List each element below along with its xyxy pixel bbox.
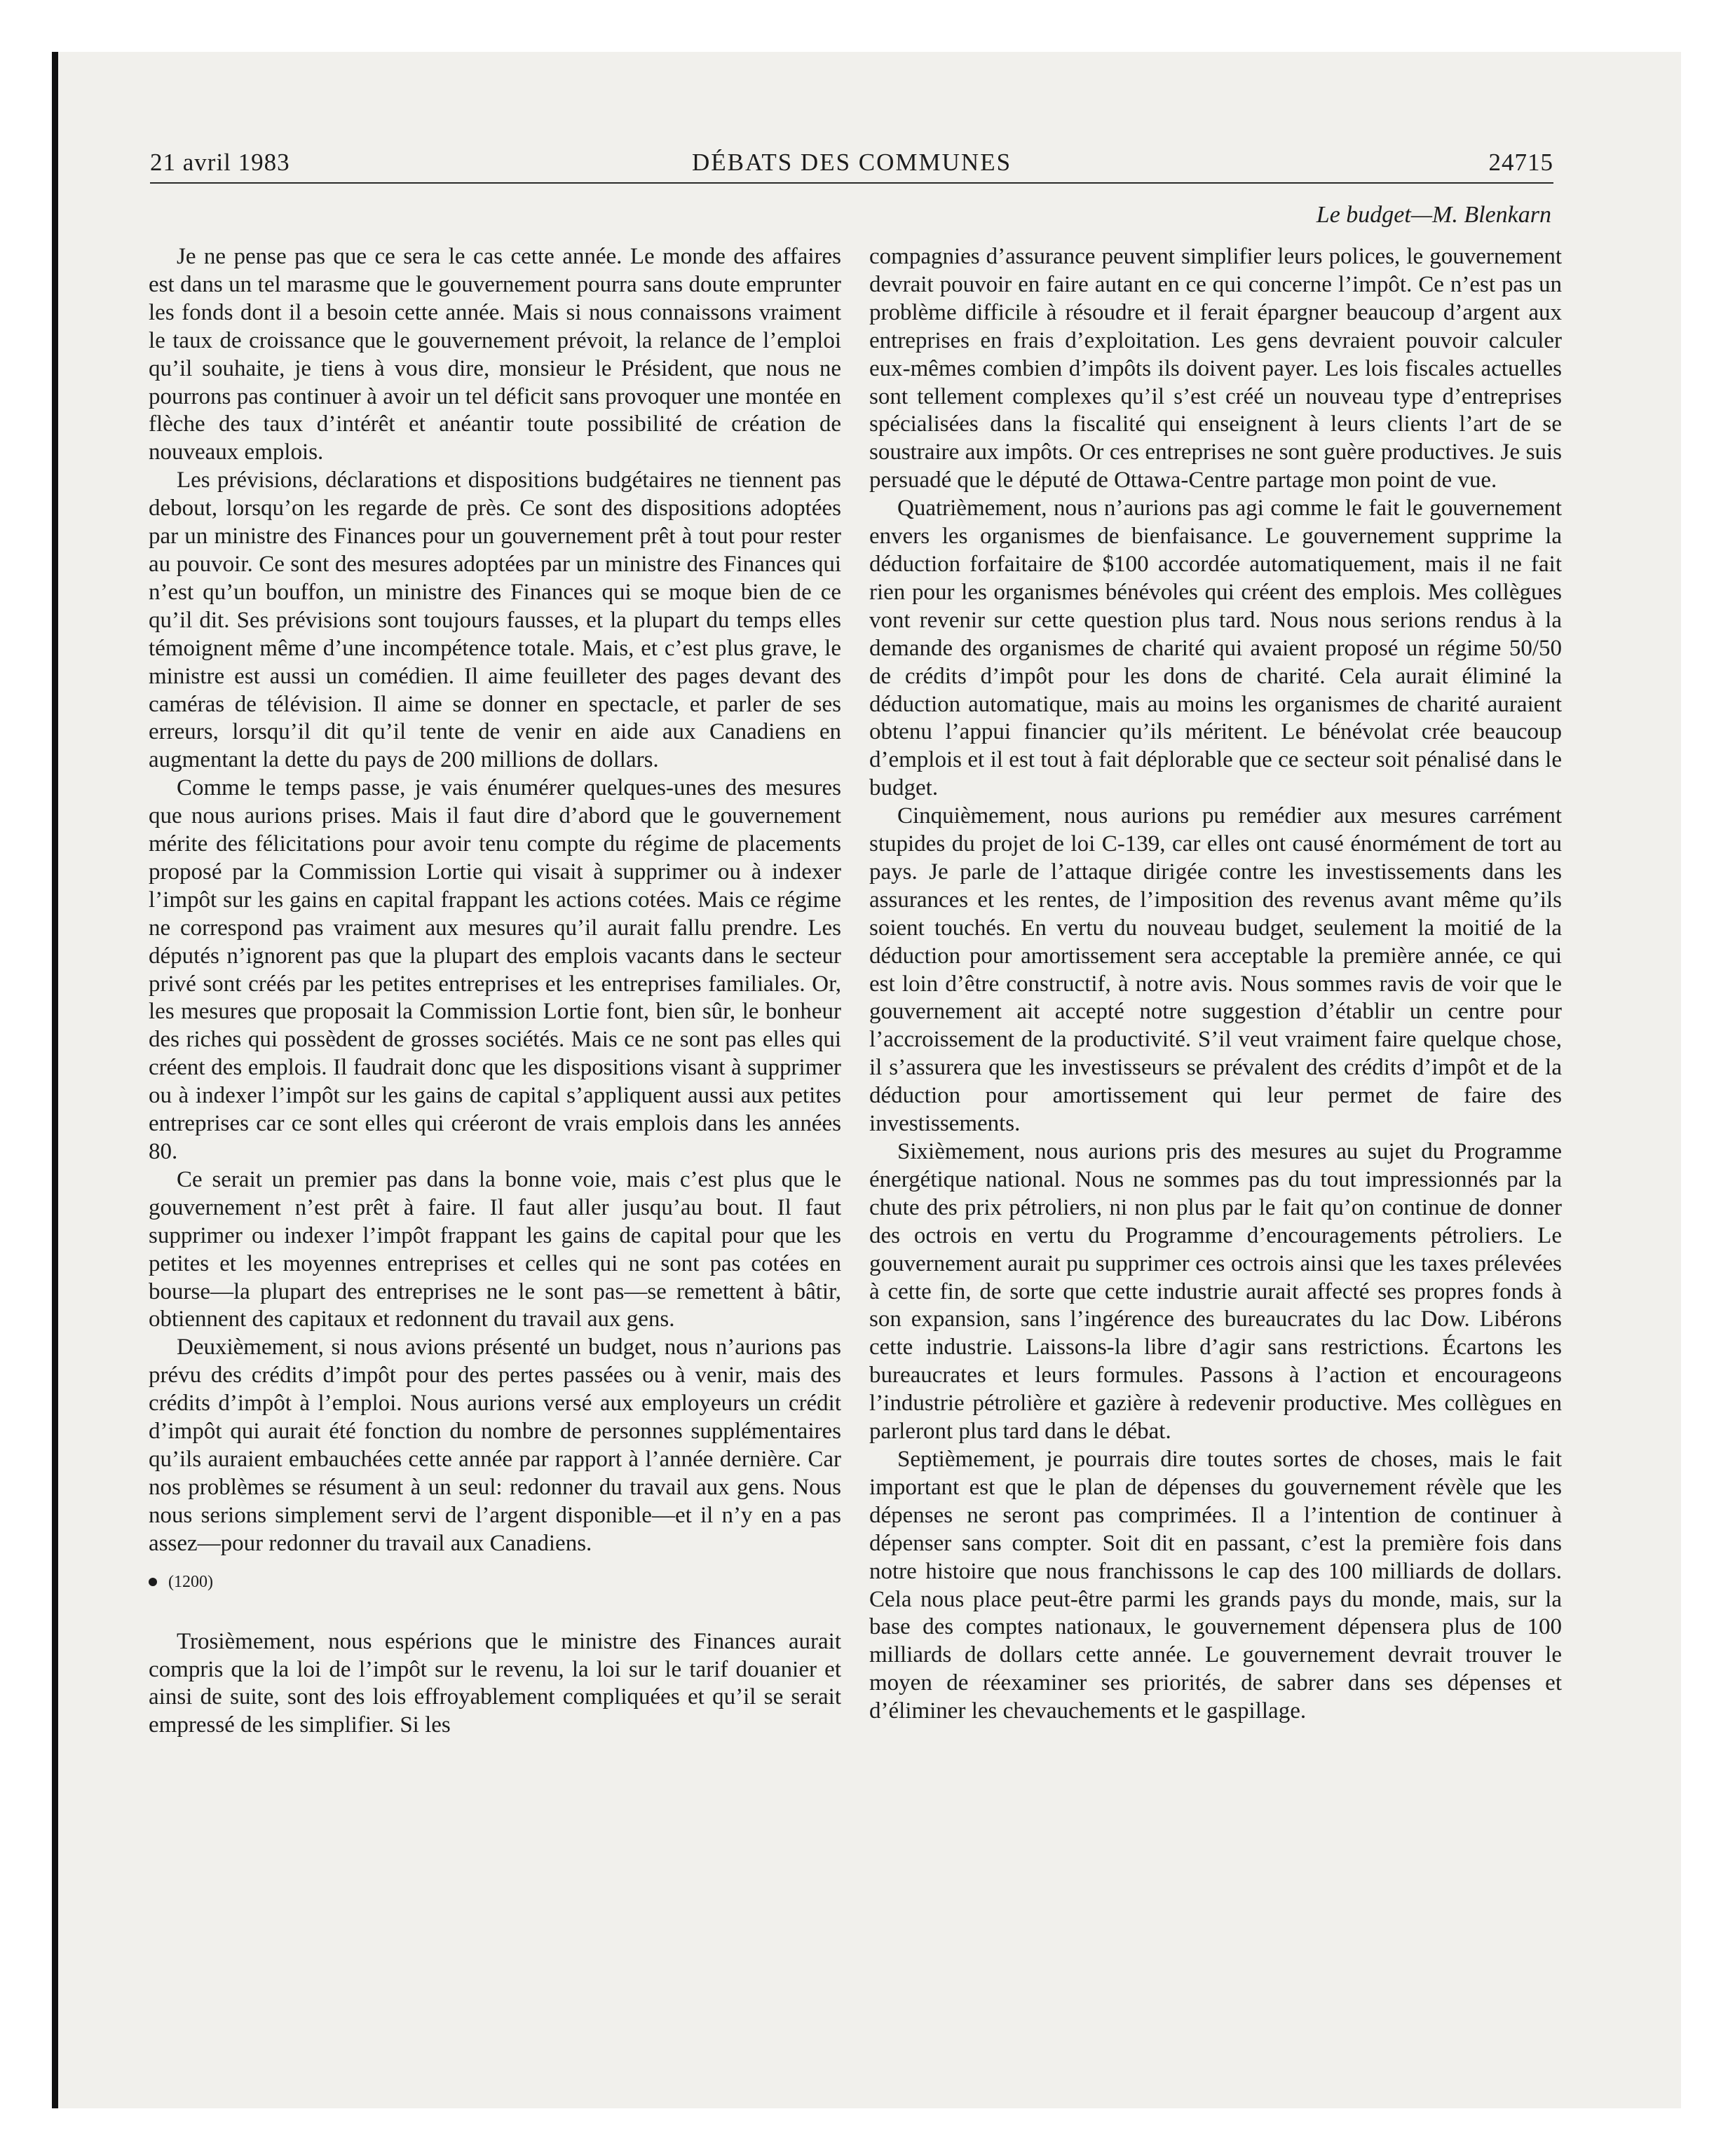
right-column bbox=[869, 243, 1562, 1726]
paragraph: Cinquièmement, nous aurions pu remédier aux mesures carrément stupides du projet de loi C-139, car elles ont causé énormément de tort au pays. Je parle de l’attaque dirigée contre les investissements dans les assurances et les rentes, de l’imposition des revenus avant même qu’ils soient touchés. En vertu du nouveau budget, seulement la moitié de la déduction pour amortissement sera acceptable la première année, ce qui est loin d’être constructif, à notre avis. Nous sommes ravis de voir que le gouvernement ait accepté notre suggestion d’établir un centre pour l’accroissement de la productivité. S’il veut vraiment faire quelque chose, il s’assurera que les investisseurs se prévalent des crédits d’impôt et de la déduction pour amortissement qui leur permet de faire des investissements. bbox=[869, 803, 1562, 1137]
paragraph: Quatrièmement, nous n’aurions pas agi comme le fait le gouvernement envers les organismes de bienfaisance. Le gouvernement supprime la déduction forfaitaire de $100 accordée automatiquement, mais il ne fait rien pour les organismes bénévoles qui créent des emplois. Mes collègues vont revenir sur cette question plus tard. Nous nous serions rendus à la demande des organismes de charité qui avaient proposé un régime 50/50 de crédits d’impôt pour les dons de charité. Cela aurait éliminé la déduction automatique, mais au moins les organismes de charité auraient obtenu l’appui financier qu’ils méritent. Le bénévolat crée beaucoup d’emplois et il est tout à fait déplorable que ce secteur soit pénalisé dans le budget. bbox=[869, 496, 1562, 801]
timestamp-label: (1200) bbox=[168, 1572, 213, 1591]
paragraph: Ce serait un premier pas dans la bonne voie, mais c’est plus que le gouvernement n’est prêt à faire. Il faut aller jusqu’au bout. Il faut supprimer ou indexer l’impôt frappant les gains de capital pour que les petites et les moyennes entreprises et celles qui ne sont pas cotées en bourse—la plupart des entreprises ne le sont pas—se remettent à bâtir, obtiennent des capitaux et redonnent du travail aux gens. bbox=[149, 1166, 841, 1332]
page-header bbox=[150, 149, 1553, 185]
paragraph: Les prévisions, déclarations et dispositions budgétaires ne tiennent pas debout, lorsqu’on les regarde de près. Ce sont des dispositions adoptées par un ministre des Finances pour un gouvernement prêt à tout pour rester au pouvoir. Ce sont des mesures adoptées par un ministre des Finances qui n’est qu’un bouffon, un ministre des Finances qui se moque bien de ce qu’il dit. Ses prévisions sont toujours fausses, et la plupart du temps elles témoignent même d’une incompétence totale. Mais, et c’est plus grave, le ministre est aussi un comédien. Il aime feuilleter des pages devant des caméras de télévision. Il aime se donner en spectacle, et parler de ses erreurs, lorsqu’il dit qu’il tente de venir en aide aux Canadiens en augmentant la dette du pays de 200 millions de dollars. bbox=[149, 468, 841, 773]
paragraph: Comme le temps passe, je vais énumérer quelques-unes des mesures que nous aurions prises. Mais il faut dire d’abord que le gouvernement mérite des félicitations pour avoir tenu compte du régime de placements proposé par la Commission Lortie qui visait à supprimer ou à indexer l’impôt sur les gains en capital frappant les actions cotées. Mais ce régime ne correspond pas vraiment aux mesures qu’il aurait fallu prendre. Les députés n’ignorent pas que la plupart des emplois vacants dans le secteur privé sont créés par les petites entreprises et les entreprises familiales. Or, les mesures que proposait la Commission Lortie font, bien sûr, le bonheur des riches qui possèdent de grosses sociétés. Mais ce ne sont pas elles qui créent des emplois. Il faudrait donc que les dispositions visant à supprimer ou à indexer l’impôt sur les gains de capital s’appliquent aussi aux petites entreprises car ce sont elles qui créeront de vrais emplois dans les années 80. bbox=[149, 775, 841, 1164]
page-number: 24715 bbox=[1488, 149, 1553, 176]
scan-edge-bar bbox=[52, 52, 58, 2108]
timestamp bbox=[149, 1568, 841, 1596]
paragraph-continued: compagnies d’assurance peuvent simplifier leurs polices, le gouvernement devrait pouvoir en faire autant en ce qui concerne l’impôt. Ce n’est pas un problème difficile à résoudre et il ferait épargner beaucoup d’argent aux entreprises en frais d’exploitation. Les gens devraient pouvoir calculer eux-mêmes combien d’impôts ils doivent payer. Les lois fiscales actuelles sont tellement complexes qu’il s’est créé un nouveau type d’entreprises spécialisées dans la fiscalité qui enseignent à leurs clients l’art de se soustraire aux impôts. Or ces entreprises ne sont guère productives. Je suis persuadé que le député de Ottawa-Centre partage mon point de vue. bbox=[869, 244, 1562, 493]
header-date: 21 avril 1983 bbox=[150, 149, 290, 176]
paragraph: Trosièmement, nous espérions que le ministre des Finances aurait compris que la loi de l’impôt sur le revenu, la loi sur le tarif douanier et ainsi de suite, sont des lois effroyablement compliquées et qu’il se serait empressé de les simplifier. Si les bbox=[149, 1628, 841, 1738]
left-column bbox=[149, 243, 841, 1740]
paragraph: Sixièmement, nous aurions pris des mesures au sujet du Programme énergétique national. Nous ne sommes pas du tout impressionnés par la chute des prix pétroliers, ni non plus par le fait qu’on continue de donner des octrois en vertu du Programme d’encouragements pétroliers. Le gouvernement aurait pu supprimer ces octrois ainsi que les taxes prélevées à cette fin, de sorte que cette industrie aurait affecté ses propres fonds à son expansion, sans l’ingérence des bureaucrates du lac Dow. Libérons cette industrie. Laissons-la libre d’agir sans restrictions. Écartons les bureaucrates et leurs formules. Passons à l’action et encourageons l’industrie pétrolière et gazière à redevenir productive. Mes collègues en parleront plus tard dans le débat. bbox=[869, 1139, 1562, 1445]
running-head: Le budget—M. Blenkarn bbox=[1316, 202, 1551, 228]
bullet-icon bbox=[149, 1578, 157, 1586]
paragraph: Je ne pense pas que ce sera le cas cette année. Le monde des affaires est dans un tel marasme que le gouvernement pourra sans doute emprunter les fonds dont il a besoin cette année. Mais si nous connaissons vraiment le taux de croissance que le gouvernement prévoit, la relance de l’emploi qu’il souhaite, je tiens à vous dire, monsieur le Président, que nous ne pourrons pas continuer à avoir un tel déficit sans provoquer une montée en flèche des taux d’intérêt et anéantir toute possibilité de création de nouveaux emplois. bbox=[149, 244, 841, 465]
publication-title: DÉBATS DES COMMUNES bbox=[691, 149, 1012, 176]
paragraph: Septièmement, je pourrais dire toutes sortes de choses, mais le fait important est que le plan de dépenses du gouvernement révèle que les dépenses ne seront pas comprimées. Il a l’intention de continuer à dépenser sans compter. Soit dit en passant, c’est la première fois dans notre histoire que nous franchissons le cap des 100 milliards de dollars. Cela nous place peut-être parmi les grands pays du monde, mais, sur la base des comptes nationaux, le gouvernement dépensera plus de 100 milliards de dollars cette année. Le gouvernement devrait trouver le moyen de réexaminer ses priorités, de sabrer dans ses dépenses et d’éliminer les chevauchements et le gaspillage. bbox=[869, 1446, 1562, 1724]
paragraph: Deuxièmement, si nous avions présenté un budget, nous n’aurions pas prévu des crédits d’impôt pour des pertes passées ou à venir, mais des crédits d’impôt à l’emploi. Nous aurions versé aux employeurs un crédit d’impôt qui aurait été fonction du nombre de personnes supplémentaires qu’ils auraient embauchées cette année par rapport à l’année dernière. Car nos problèmes se résument à un seul: redonner du travail aux gens. Nous nous serions simplement servi de l’argent disponible—et il n’y en a pas assez—pour redonner du travail aux Canadiens. bbox=[149, 1335, 841, 1556]
header-rule bbox=[150, 182, 1553, 184]
spacer bbox=[149, 1604, 841, 1628]
